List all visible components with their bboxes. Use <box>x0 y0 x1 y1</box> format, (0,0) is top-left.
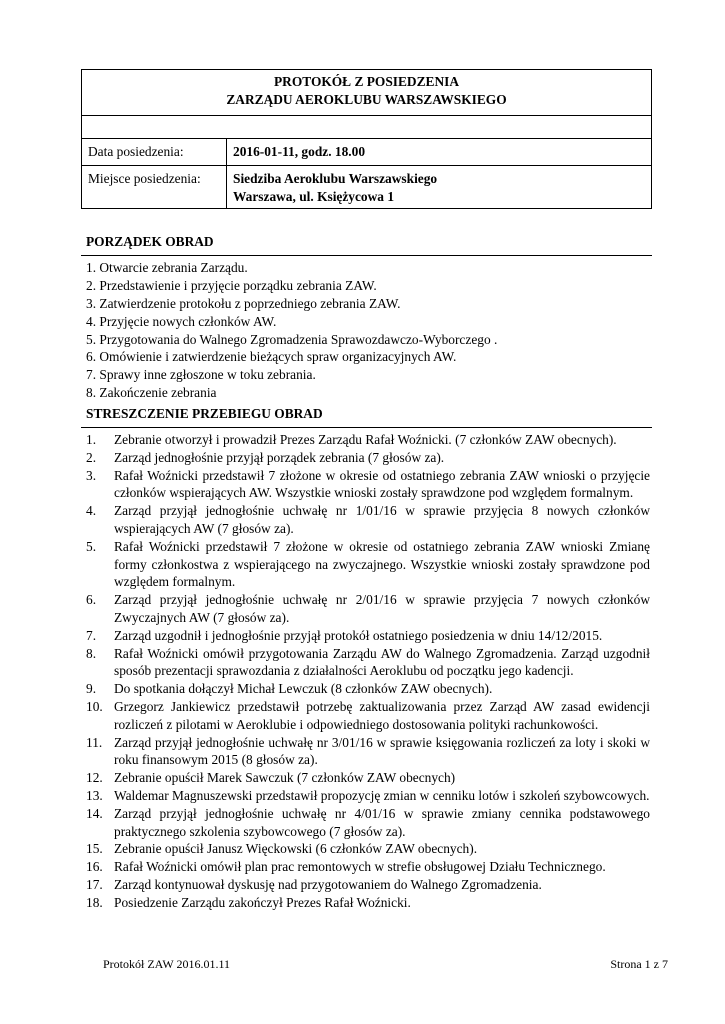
date-label: Data posiedzenia: <box>82 139 227 166</box>
agenda-divider <box>81 255 652 256</box>
summary-item-number: 15. <box>86 841 103 857</box>
summary-item-text: Zebranie otworzył i prowadził Prezes Zarządu Rafał Woźnicki. (7 członków ZAW obecnych). <box>114 432 617 447</box>
title-line-1: PROTOKÓŁ Z POSIEDZENIA <box>273 74 460 89</box>
summary-item-number: 18. <box>86 894 103 910</box>
summary-item-number: 7. <box>86 627 97 643</box>
summary-item <box>86 840 650 858</box>
summary-item-number: 13. <box>86 787 103 803</box>
summary-item-text: Zarząd przyjął jednogłośnie uchwałę nr 2/01/16 w sprawie przyjęcia 7 nowych członków Zwyczajnych AW (7 głosów za). <box>114 592 650 625</box>
summary-item-text: Waldemar Magnuszewski przedstawił propozycję zmian w cenniku lotów i szkoleń szybowcowych. <box>114 787 650 803</box>
summary-item <box>86 502 650 538</box>
agenda-item: 1. Otwarcie zebrania Zarządu. <box>86 260 248 275</box>
summary-item-number: 11. <box>86 734 103 750</box>
summary-divider <box>81 427 652 428</box>
summary-item-text: Grzegorz Jankiewicz przedstawił potrzebę zaktualizowania przez Zarząd AW zasad ewidencji rozliczeń z pilotami w Aeroklubie i odpowiedniego dostosowania polityki rachunkowości. <box>114 698 650 732</box>
summary-item-number: 16. <box>86 859 103 875</box>
agenda-item: 7. Sprawy inne zgłoszone w toku zebrania. <box>86 367 316 383</box>
summary-item-number: 3. <box>86 467 97 483</box>
header-table <box>81 69 652 209</box>
agenda-item: 4. Przyjęcie nowych członków AW. <box>86 313 277 329</box>
summary-item <box>86 431 650 449</box>
summary-item-text: Rafał Woźnicki przedstawił 7 złożone w okresie od ostatniego zebrania ZAW wnioski Zmianę formy członkostwa z wspierającego na zwyczajnego. Wszystkie wnioski zostały sprawdzone pod względem formalnym. <box>114 538 650 590</box>
place-value-line-1: Siedziba Aeroklubu Warszawskiego <box>233 171 438 186</box>
summary-item <box>86 858 650 876</box>
summary-list <box>86 431 650 912</box>
date-value: 2016-01-11, godz. 18.00 <box>227 139 652 166</box>
summary-item-text: Posiedzenie Zarządu zakończył Prezes Rafał Woźnicki. <box>114 894 411 910</box>
summary-item-number: 14. <box>86 805 103 821</box>
agenda-item: 2. Przedstawienie i przyjęcie porządku zebrania ZAW. <box>86 277 377 293</box>
summary-item-number: 17. <box>86 876 103 892</box>
summary-item <box>86 894 650 912</box>
summary-item <box>86 876 650 894</box>
summary-item-number: 6. <box>86 592 97 608</box>
summary-item-number: 5. <box>86 538 97 554</box>
agenda-item: 8. Zakończenie zebrania <box>86 385 217 401</box>
summary-item-text: Zarząd przyjął jednogłośnie uchwałę nr 3/01/16 w sprawie księgowania rozliczeń za loty i skoki w roku finansowym 2015 (8 głosów za). <box>114 734 650 768</box>
summary-item <box>86 538 650 591</box>
summary-item <box>86 787 650 805</box>
agenda-item: 3. Zatwierdzenie protokołu z poprzedniego zebrania ZAW. <box>86 295 401 311</box>
summary-item-text: Do spotkania dołączył Michał Lewczuk (8 członków ZAW obecnych). <box>114 681 493 697</box>
summary-item <box>86 591 650 627</box>
summary-item-number: 10. <box>86 698 103 714</box>
footer-document-id: Protokół ZAW 2016.01.11 <box>103 957 231 971</box>
summary-item <box>86 698 650 734</box>
summary-item-text: Rafał Woźnicki omówił przygotowania Zarządu AW do Walnego Zgromadzenia. Zarząd uzgodnił sposób prezentacji sprawozdania z działalności Aeroklubu od początku jego kadencji. <box>114 645 650 679</box>
agenda-heading: PORZĄDEK OBRAD <box>86 234 214 249</box>
summary-item-text: Zarząd uzgodnił i jednogłośnie przyjął protokół ostatniego posiedzenia w dniu 14/12/2015. <box>114 627 603 643</box>
agenda-item: 5. Przygotowania do Walnego Zgromadzenia Sprawozdawczo-Wyborczego . <box>86 331 498 347</box>
empty-row <box>82 116 652 139</box>
summary-item <box>86 645 650 681</box>
summary-item-text: Zebranie opuścił Janusz Więckowski (6 członków ZAW obecnych). <box>114 841 478 857</box>
agenda-item: 6. Omówienie i zatwierdzenie bieżących spraw organizacyjnych AW. <box>86 349 457 365</box>
document-title <box>82 70 652 116</box>
summary-item <box>86 734 650 770</box>
summary-item-number: 8. <box>86 645 97 661</box>
summary-item <box>86 467 650 503</box>
summary-item <box>86 449 650 467</box>
place-value <box>227 166 652 209</box>
summary-item-text: Zarząd jednogłośnie przyjął porządek zebrania (7 głosów za). <box>114 449 445 465</box>
summary-item <box>86 680 650 698</box>
agenda-list <box>86 259 652 402</box>
summary-item-text: Zarząd przyjął jednogłośnie uchwałę nr 1/01/16 w sprawie przyjęcia 8 nowych członków wspierających AW (7 głosów za). <box>114 503 650 536</box>
summary-item-text: Zebranie opuścił Marek Sawczuk (7 członków ZAW obecnych) <box>114 770 456 786</box>
summary-item-number: 12. <box>86 770 103 786</box>
summary-item-text: Rafał Woźnicki omówił plan prac remontowych w strefie obsługowej Działu Technicznego. <box>114 859 606 875</box>
summary-item-number: 2. <box>86 449 97 465</box>
place-label: Miejsce posiedzenia: <box>82 166 227 209</box>
footer-page-number: Strona 1 z 7 <box>610 957 668 971</box>
summary-item <box>86 805 650 841</box>
summary-item-text: Rafał Woźnicki przedstawił 7 złożone w okresie od ostatniego zebrania ZAW wnioski o przyjęcie członków wspierających AW. Wszystkie wnioski zostały sprawdzone pod względem formalnym. <box>114 467 650 501</box>
summary-item-number: 1. <box>86 432 97 447</box>
summary-item-text: Zarząd przyjął jednogłośnie uchwałę nr 4/01/16 w sprawie zmiany cennika podstawowego praktycznego szkolenia szybowcowego (7 głosów za). <box>114 805 650 839</box>
summary-item-number: 4. <box>86 503 97 519</box>
place-value-line-2: Warszawa, ul. Księżycowa 1 <box>233 189 395 204</box>
summary-item-number: 9. <box>86 681 97 697</box>
summary-heading: STRESZCZENIE PRZEBIEGU OBRAD <box>86 406 323 421</box>
summary-item-text: Zarząd kontynuował dyskusję nad przygotowaniem do Walnego Zgromadzenia. <box>114 876 542 892</box>
summary-item <box>86 627 650 645</box>
title-line-2: ZARZĄDU AEROKLUBU WARSZAWSKIEGO <box>226 92 507 107</box>
summary-item <box>86 769 650 787</box>
